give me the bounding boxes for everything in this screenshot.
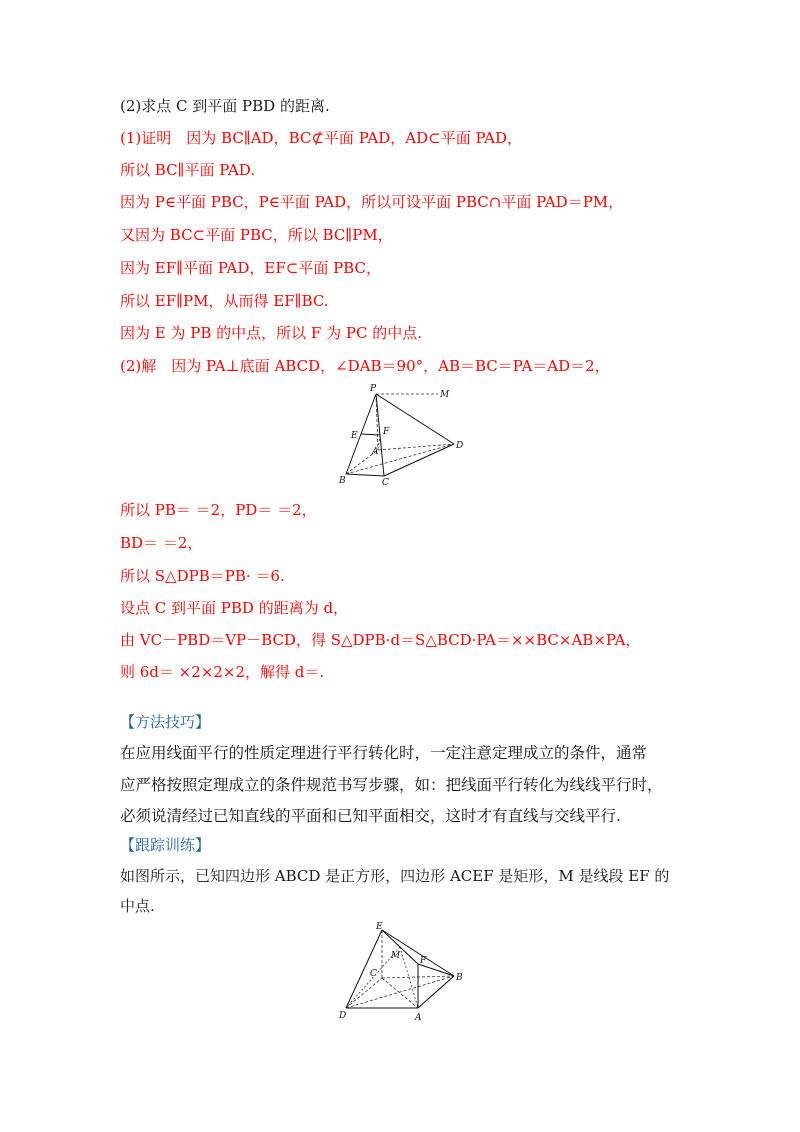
label-E: E xyxy=(351,431,358,441)
label-D: D xyxy=(339,1011,347,1021)
solution-line-2: 所以 BC∥平面 PAD. xyxy=(120,161,256,179)
pyramid-figure xyxy=(330,384,480,488)
solution-line-1: (1)证明 因为 BC∥AD，BC⊄平面 PAD，AD⊂平面 PAD， xyxy=(120,129,523,147)
label-E: E xyxy=(376,922,383,932)
practice-heading: 【跟踪训练】 xyxy=(120,836,211,854)
solution-line-7: 因为 E 为 PB 的中点，所以 F 为 PC 的中点. xyxy=(120,324,422,342)
method-para-3: 必须说清经过已知直线的平面和已知平面相交，这时才有直线与交线平行. xyxy=(120,807,621,825)
practice-para-1: 如图所示，已知四边形 ABCD 是正方形，四边形 ACEF 是矩形，M 是线段 EF 的 xyxy=(120,867,670,885)
label-M: M xyxy=(391,951,401,961)
label-C: C xyxy=(370,969,377,979)
solution-line-9: 所以 PB＝ ＝2，PD＝ ＝2， xyxy=(120,501,317,519)
label-C: C xyxy=(382,478,389,488)
solution-line-10: BD＝ ＝2， xyxy=(120,534,203,552)
label-F: F xyxy=(420,956,427,966)
solution-line-4: 又因为 BC⊂平面 PBC，所以 BC∥PM， xyxy=(120,226,393,244)
label-A: A xyxy=(415,1013,422,1023)
label-B: B xyxy=(339,476,346,486)
label-B: B xyxy=(456,973,463,983)
solution-line-11: 所以 S△DPB＝PB· ＝6. xyxy=(120,567,285,585)
label-A: A xyxy=(372,447,379,457)
solution-line-6: 所以 EF∥PM，从而得 EF∥BC. xyxy=(120,292,329,310)
method-para-2: 应严格按照定理成立的条件规范书写步骤，如：把线面平行转化为线线平行时， xyxy=(120,776,663,794)
solution-line-12: 设点 C 到平面 PBD 的距离为 d， xyxy=(120,599,349,617)
label-D: D xyxy=(456,441,464,451)
solution-line-14: 则 6d＝ ×2×2×2，解得 d＝. xyxy=(120,663,325,681)
solution-line-13: 由 VC－PBD＝VP－BCD，得 S△DPB·d＝S△BCD·PA＝××BC×AB×PA， xyxy=(120,631,641,649)
label-M: M xyxy=(440,390,450,400)
solution-line-8: (2)解 因为 PA⊥底面 ABCD，∠DAB＝90°，AB＝BC＝PA＝AD＝2， xyxy=(120,357,610,375)
problem-part2: (2)求点 C 到平面 PBD 的距离. xyxy=(120,97,330,115)
solution-line-3: 因为 P∈平面 PBC，P∈平面 PAD，所以可设平面 PBC∩平面 PAD＝PM， xyxy=(120,193,624,211)
practice-para-2: 中点. xyxy=(120,897,155,915)
square-rectangle-figure xyxy=(330,920,470,1024)
solution-line-5: 因为 EF∥平面 PAD，EF⊂平面 PBC， xyxy=(120,259,381,277)
method-heading: 【方法技巧】 xyxy=(120,713,211,731)
label-F: F xyxy=(383,427,390,437)
method-para-1: 在应用线面平行的性质定理进行平行转化时，一定注意定理成立的条件，通常 xyxy=(120,744,648,762)
label-P: P xyxy=(370,384,377,394)
